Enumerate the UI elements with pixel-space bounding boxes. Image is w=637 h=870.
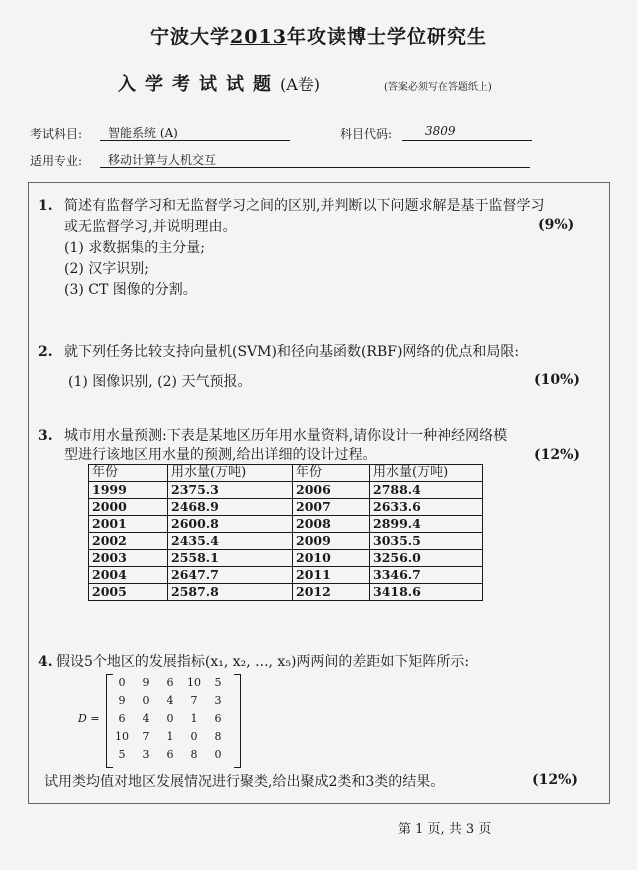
table-cell: 2002 xyxy=(89,533,168,550)
header-year: 年份 xyxy=(293,465,370,482)
matrix-cell: 0 xyxy=(118,676,126,689)
matrix-cell: 0 xyxy=(214,748,222,761)
q1-item-1: (1) 求数据集的主分量; xyxy=(64,240,205,256)
table-row xyxy=(89,533,483,550)
header-usage: 用水量(万吨) xyxy=(168,465,293,482)
matrix-cell: 7 xyxy=(142,730,150,743)
q1-item-2: (2) 汉字识别; xyxy=(64,261,149,277)
title-program: 年攻读博士学位研究生 xyxy=(286,26,487,48)
q2-points: (10%) xyxy=(534,372,581,388)
matrix-cell: 3 xyxy=(214,694,222,707)
table-cell: 3418.6 xyxy=(370,584,483,601)
table-cell: 2004 xyxy=(89,567,168,584)
matrix-cell: 6 xyxy=(214,712,222,725)
code-value: 3809 xyxy=(425,124,456,138)
matrix-cell: 5 xyxy=(214,676,222,689)
q4-number: 4. xyxy=(38,654,53,670)
answer-note: (答案必须写在答题纸上) xyxy=(384,82,492,93)
matrix-cell: 10 xyxy=(187,676,201,689)
exam-subtitle xyxy=(118,70,320,96)
q3-line2: 型进行该地区用水量的预测,给出详细的设计过程。 xyxy=(64,447,377,463)
header-usage: 用水量(万吨) xyxy=(370,465,483,482)
table-cell: 1999 xyxy=(89,482,168,499)
q2-line2: (1) 图像识别, (2) 天气预报。 xyxy=(68,374,252,390)
matrix-cell: 10 xyxy=(115,730,129,743)
table-row xyxy=(89,567,483,584)
matrix-cell: 8 xyxy=(214,730,222,743)
q1-line1: 简述有监督学习和无监督学习之间的区别,并判断以下问题求解是基于监督学习 xyxy=(64,198,545,214)
subject-label: 考试科目: xyxy=(30,127,83,141)
q4-line2: 试用类均值对地区发展情况进行聚类,给出聚成2类和3类的结果。 xyxy=(44,774,445,790)
matrix-cell: 9 xyxy=(118,694,126,707)
table-cell: 3256.0 xyxy=(370,550,483,567)
exam-version: (A卷) xyxy=(280,75,321,94)
q2-number: 2. xyxy=(38,344,53,360)
table-cell: 2000 xyxy=(89,499,168,516)
table-row xyxy=(89,516,483,533)
q4-points: (12%) xyxy=(532,772,579,788)
matrix-cell: 9 xyxy=(142,676,150,689)
major-label: 适用专业: xyxy=(30,154,83,168)
matrix-cell: 8 xyxy=(190,748,198,761)
matrix-cell: 1 xyxy=(166,730,174,743)
title-university: 宁波大学 xyxy=(150,26,231,48)
code-label: 科目代码: xyxy=(340,127,393,141)
q1-number: 1. xyxy=(38,198,53,214)
q1-line2: 或无监督学习,并说明理由。 xyxy=(64,219,237,235)
table-cell: 2003 xyxy=(89,550,168,567)
header-year: 年份 xyxy=(89,465,168,482)
table-cell: 2899.4 xyxy=(370,516,483,533)
table-cell: 2010 xyxy=(293,550,370,567)
table-cell: 2001 xyxy=(89,516,168,533)
table-cell: 2633.6 xyxy=(370,499,483,516)
table-cell: 2600.8 xyxy=(168,516,293,533)
matrix-cell: 0 xyxy=(142,694,150,707)
table-cell: 2587.8 xyxy=(168,584,293,601)
subject-value: 智能系统 (A) xyxy=(108,126,178,140)
matrix-cell: 1 xyxy=(190,712,198,725)
table-cell: 2011 xyxy=(293,567,370,584)
matrix-label: D = xyxy=(78,712,100,725)
q1-item-3: (3) CT 图像的分割。 xyxy=(64,282,197,298)
table-cell: 2558.1 xyxy=(168,550,293,567)
table-cell: 2647.7 xyxy=(168,567,293,584)
q3-number: 3. xyxy=(38,428,53,444)
matrix-cell: 0 xyxy=(190,730,198,743)
table-cell: 2005 xyxy=(89,584,168,601)
matrix-cell: 0 xyxy=(166,712,174,725)
table-row xyxy=(89,584,483,601)
title-year: 2013 xyxy=(230,26,287,48)
table-cell: 2435.4 xyxy=(168,533,293,550)
subtitle-text: 入学考试试题 xyxy=(118,74,280,95)
table-cell: 2375.3 xyxy=(168,482,293,499)
table-cell: 2008 xyxy=(293,516,370,533)
table-row xyxy=(89,482,483,499)
exam-title xyxy=(0,22,637,49)
code-underline xyxy=(402,140,532,141)
matrix-cell: 4 xyxy=(166,694,174,707)
table-row xyxy=(89,550,483,567)
table-cell: 2788.4 xyxy=(370,482,483,499)
q4-line1: 假设5个地区的发展指标(x₁, x₂, ..., x₅)两两间的差距如下矩阵所示: xyxy=(56,654,470,670)
table-cell: 3346.7 xyxy=(370,567,483,584)
table-row xyxy=(89,499,483,516)
q3-line1: 城市用水量预测:下表是某地区历年用水量资料,请你设计一种神经网络模 xyxy=(64,428,508,444)
table-header-row xyxy=(89,465,483,482)
table-cell: 2009 xyxy=(293,533,370,550)
q2-line1: 就下列任务比较支持向量机(SVM)和径向基函数(RBF)网络的优点和局限: xyxy=(64,344,520,360)
table-cell: 3035.5 xyxy=(370,533,483,550)
matrix-cell: 7 xyxy=(190,694,198,707)
distance-matrix xyxy=(112,674,232,766)
matrix-cell: 3 xyxy=(142,748,150,761)
matrix-cell: 6 xyxy=(166,748,174,761)
matrix-cell: 5 xyxy=(118,748,126,761)
subject-underline xyxy=(100,140,290,141)
matrix-cell: 6 xyxy=(166,676,174,689)
table-cell: 2007 xyxy=(293,499,370,516)
matrix-cell: 6 xyxy=(118,712,126,725)
water-usage-table xyxy=(88,464,483,601)
major-underline xyxy=(100,167,530,168)
table-cell: 2468.9 xyxy=(168,499,293,516)
matrix-right-bracket xyxy=(234,674,241,768)
table-cell: 2012 xyxy=(293,584,370,601)
q1-points: (9%) xyxy=(538,217,575,233)
q3-points: (12%) xyxy=(534,447,581,463)
table-cell: 2006 xyxy=(293,482,370,499)
page-number: 第 1 页, 共 3 页 xyxy=(398,822,492,837)
matrix-cell: 4 xyxy=(142,712,150,725)
major-value: 移动计算与人机交互 xyxy=(108,153,217,167)
